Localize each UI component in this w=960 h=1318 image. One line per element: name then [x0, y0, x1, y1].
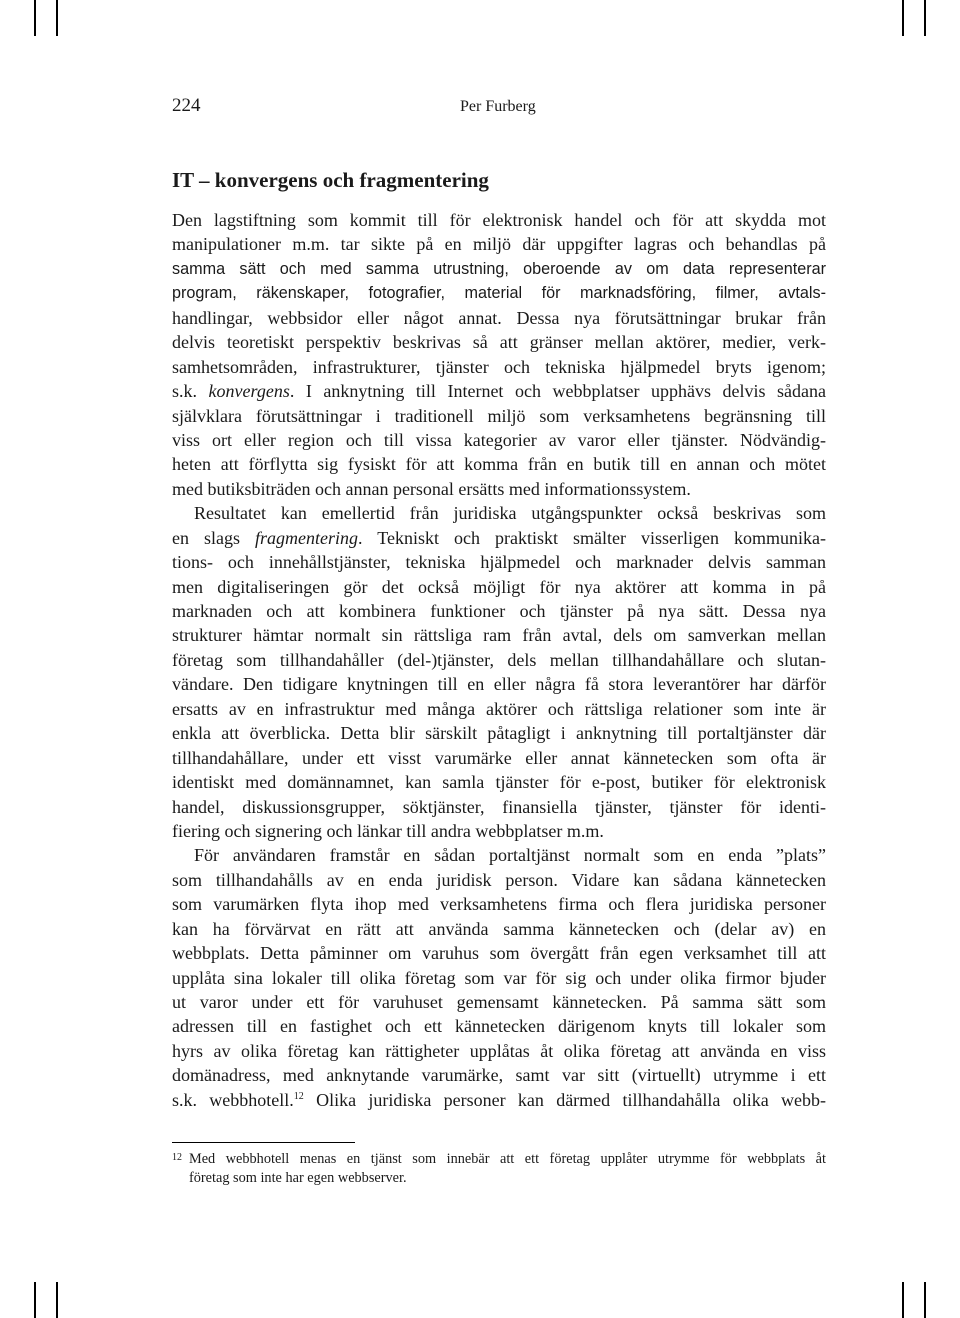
text-segment: Den lagstiftning som kommit till för elektronisk handel och för att skydda mot — [172, 210, 826, 230]
text-segment: med butiksbiträden och annan personal ersätts med informationssystem. — [172, 478, 691, 499]
text-segment: viss ort eller region och till vissa kategorier av varor eller tjänster. Nödvändig- — [172, 429, 826, 450]
body-text — [172, 208, 826, 1112]
crop-mark-bottom-left-v2 — [56, 1282, 58, 1318]
body-line — [172, 575, 826, 599]
body-line — [172, 599, 826, 623]
body-line — [172, 501, 826, 525]
body-line — [172, 966, 826, 990]
body-line — [172, 526, 826, 550]
text-segment: som varumärken flyta ihop med verksamhetens firma och flera juridiska personer — [172, 894, 826, 915]
body-line — [172, 306, 826, 330]
text-segment: Olika juridiska personer kan därmed tillhandahålla olika webb- — [303, 1089, 826, 1110]
body-line — [172, 795, 826, 819]
crop-mark-top-left-v1 — [34, 0, 36, 36]
text-segment: kan ha förvärvat en rätt att använda samma kännetecken och (delar av) en — [172, 918, 826, 939]
body-line — [172, 941, 826, 965]
section-heading: IT – konvergens och fragmentering — [172, 168, 489, 192]
body-line — [172, 428, 826, 452]
body-line — [172, 1063, 826, 1087]
text-segment: handel, diskussionsgrupper, söktjänster, finansiella tjänster, tjänster för identi- — [172, 796, 826, 817]
text-segment: delvis teoretiskt perspektiv beskrivas så att gränser mellan aktörer, medier, verk- — [172, 332, 826, 353]
text-segment: men digitaliseringen gör det också möjligt för nya aktörer att komma in på — [172, 576, 826, 597]
text-segment: identiskt med domännamnet, kan samla tjänster för e-post, butiker för elektronisk — [172, 772, 826, 793]
text-segment: självklara förutsättningar i traditionell miljö som verksamhetens begränsning till — [172, 405, 826, 426]
body-line — [172, 819, 826, 843]
body-line — [172, 355, 826, 379]
text-segment: program, räkenskaper, fotografier, material för marknadsföring, filmer, avtals- — [172, 284, 826, 303]
footnote-rule — [172, 1142, 355, 1143]
text-segment: samma sätt och med samma utrustning, oberoende av om data representerar — [172, 259, 826, 278]
body-line — [172, 843, 826, 867]
crop-mark-bottom-right-v2 — [924, 1282, 926, 1318]
text-segment: s.k. — [172, 381, 209, 402]
footnote-line: företag som inte har egen webbserver. — [189, 1170, 407, 1186]
body-line — [172, 257, 826, 281]
body-line — [172, 1039, 826, 1063]
text-segment: tillhandahållare, under ett visst varumärke eller annat kännetecken som ofta är — [172, 747, 826, 768]
text-segment: företag som tillhandahåller (del-)tjänster, dels mellan tillhandahållare och slutan- — [172, 649, 826, 670]
text-segment: en slags — [172, 527, 256, 548]
text-segment: marknaden och att kombinera funktioner och tjänster på nya sätt. Dessa nya — [172, 601, 826, 621]
footnote — [172, 1150, 826, 1188]
body-line — [172, 917, 826, 941]
emphasized-term: fragmentering — [255, 527, 359, 548]
body-line — [172, 1014, 826, 1038]
text-segment: fiering och signering och länkar till andra webbplatser m.m. — [172, 820, 604, 841]
body-line — [172, 477, 826, 501]
crop-mark-top-right-v1 — [902, 0, 904, 36]
text-segment: vändare. Den tidigare knytningen till en eller några få stora leverantörer har därför — [172, 674, 826, 695]
crop-mark-bottom-left-v1 — [34, 1282, 36, 1318]
body-line — [172, 746, 826, 770]
footnote-number: 12 — [172, 1152, 182, 1163]
body-line — [172, 697, 826, 721]
body-line — [172, 452, 826, 476]
footnote-line: Med webbhotell menas en tjänst som innebär att ett företag upplåter utrymme för webbplats åt — [189, 1151, 826, 1167]
body-line — [172, 721, 826, 745]
body-line — [172, 868, 826, 892]
text-segment: hyrs av olika företag kan rättigheter upplåtas åt olika företag att använda en viss — [172, 1040, 826, 1061]
emphasized-term: konvergens — [208, 381, 290, 402]
text-segment: enkla att överblicka. Detta blir särskilt påtagligt i anknytning till portaltjänster där — [172, 723, 826, 744]
body-line — [172, 208, 826, 232]
body-line — [172, 404, 826, 428]
body-line — [172, 281, 826, 305]
body-line — [172, 648, 826, 672]
body-line — [172, 379, 826, 403]
text-segment: samhetsområden, infrastrukturer, tjänster och tekniska hjälpmedel bryts igenom; — [172, 356, 826, 377]
body-line — [172, 550, 826, 574]
body-line — [172, 330, 826, 354]
crop-mark-top-right-v2 — [924, 0, 926, 36]
text-segment: manipulationer m.m. tar sikte på en miljö där uppgifter lagras och behandlas på — [172, 234, 826, 255]
crop-mark-top-left-v2 — [56, 0, 58, 36]
text-segment: . Tekniskt och praktiskt smälter visserligen kommunika- — [358, 527, 826, 548]
text-segment: heten att förflytta sig fysiskt för att komma från en butik till en annan och mötet — [172, 454, 826, 475]
body-line — [172, 232, 826, 256]
footnote-reference: 12 — [293, 1090, 304, 1102]
text-segment: ut varor under ett för varuhuset gemensamt kännetecken. På samma sätt som — [172, 992, 826, 1012]
text-segment: handlingar, webbsidor eller något annat. Dessa nya förutsättningar brukar från — [172, 307, 826, 328]
running-head-author: Per Furberg — [460, 98, 536, 115]
text-segment: webbplats. Detta påminner om varuhus som övergått från egen verksamhet till att — [172, 943, 826, 964]
page-number: 224 — [172, 95, 201, 116]
text-segment: tions- och innehållstjänster, tekniska hjälpmedel och marknader delvis samman — [172, 552, 826, 573]
body-line — [172, 1088, 826, 1112]
text-segment: upplåta sina lokaler till olika företag som var för sig och under olika firmor bjuder — [172, 967, 826, 988]
body-line — [172, 623, 826, 647]
text-segment: domänadress, med anknytande varumärke, samt var sitt (virtuellt) utrymme i ett — [172, 1065, 826, 1086]
body-line — [172, 892, 826, 916]
text-segment: . I anknytning till Internet och webbplatser upphävs delvis sådana — [289, 381, 826, 402]
body-line — [172, 672, 826, 696]
text-segment: Resultatet kan emellertid från juridiska utgångspunkter också beskrivas som — [194, 503, 826, 524]
text-segment: som tillhandahålls av en enda juridisk person. Vidare kan sådana kännetecken — [172, 869, 826, 890]
text-segment: För användaren framstår en sådan portaltjänst normalt som en enda ”plats” — [194, 845, 826, 866]
text-segment: adressen till en fastighet och ett kännetecken därigenom knyts till lokaler som — [172, 1016, 826, 1037]
body-line — [172, 770, 826, 794]
body-line — [172, 990, 826, 1014]
crop-mark-bottom-right-v1 — [902, 1282, 904, 1318]
text-segment: s.k. webbhotell. — [172, 1089, 294, 1110]
text-segment: ersatts av en infrastruktur med många aktörer och rättsliga relationer som inte är — [172, 698, 826, 719]
text-segment: strukturer hämtar normalt sin rättsliga ram från avtal, dels om samverkan mellan — [172, 625, 826, 646]
